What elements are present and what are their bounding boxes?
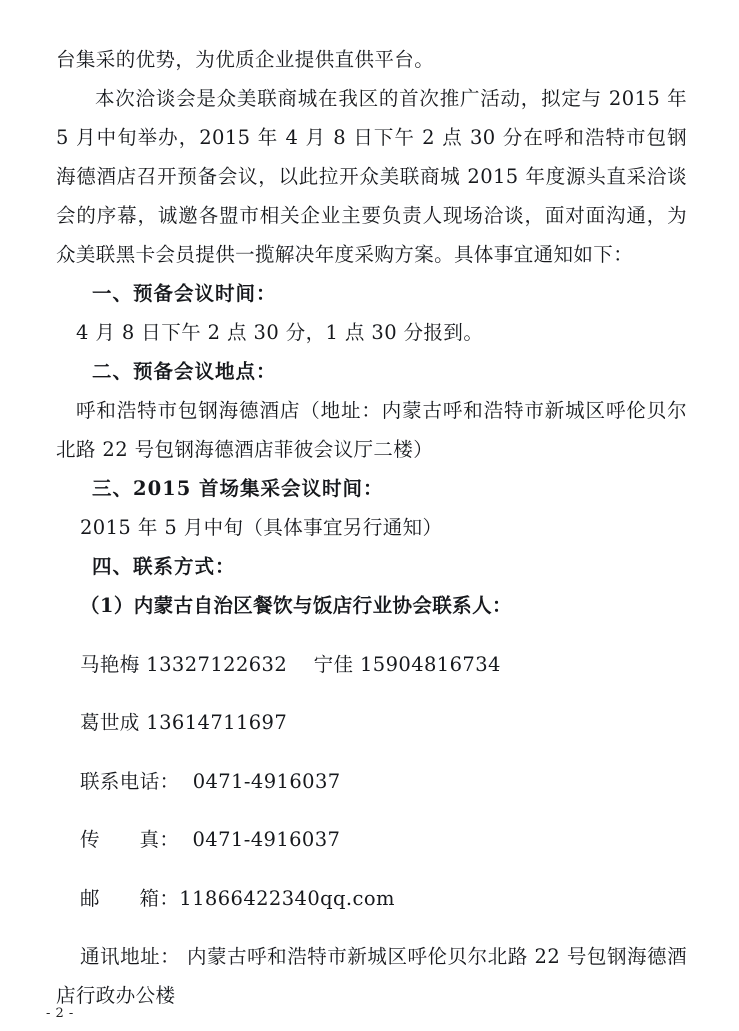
contact-org-subheading: （1）内蒙古自治区餐饮与饭店行业协会联系人：: [80, 594, 512, 617]
meeting-place-detail: 呼和浩特市包钢海德酒店（地址：内蒙古呼和浩特市新城区呼伦贝尔北路 22 号包钢海德酒店菲彼会议厅二楼）: [56, 399, 687, 461]
document-body: [56, 40, 687, 1015]
page-number: - 2 -: [46, 1006, 74, 1021]
heading-first-session: 三、2015 首场集采会议时间：: [92, 477, 384, 500]
first-session-detail: 2015 年 5 月中旬（具体事宜另行通知）: [80, 516, 443, 539]
contact-fax: 传 真： 0471-4916037: [80, 828, 341, 851]
contact-email: 邮 箱：11866422340qq.com: [80, 886, 395, 910]
heading-contact: 四、联系方式：: [92, 555, 236, 578]
contact-person-line-1: 马艳梅 13327122632 宁佳 15904816734: [80, 652, 501, 676]
meeting-time-detail: 4 月 8 日下午 2 点 30 分，1 点 30 分报到。: [76, 321, 484, 344]
paragraph-intro: 本次洽谈会是众美联商城在我区的首次推广活动，拟定与 2015 年 5 月中旬举办，2015 年 4 月 8 日下午 2 点 30 分在呼和浩特市包钢海德酒店召开预备会议，以此拉开众美联商城 2015 年度源头直采洽谈会的序幕，诚邀各盟市相关企业主要负责人现场洽谈，面对面沟通，为众美联黑卡会员提供一揽解决年度采购方案。具体事宜通知如下：: [56, 87, 687, 266]
heading-meeting-time: 一、预备会议时间：: [92, 282, 277, 305]
contact-phone: 联系电话： 0471-4916037: [80, 769, 341, 793]
contact-address: 通讯地址： 内蒙古呼和浩特市新城区呼伦贝尔北路 22 号包钢海德酒店行政办公楼: [56, 945, 687, 1007]
paragraph-continuation: 台集采的优势，为优质企业提供直供平台。: [56, 48, 435, 71]
heading-meeting-place: 二、预备会议地点：: [92, 360, 277, 383]
contact-person-line-2: 葛世成 13614711697: [80, 711, 288, 734]
